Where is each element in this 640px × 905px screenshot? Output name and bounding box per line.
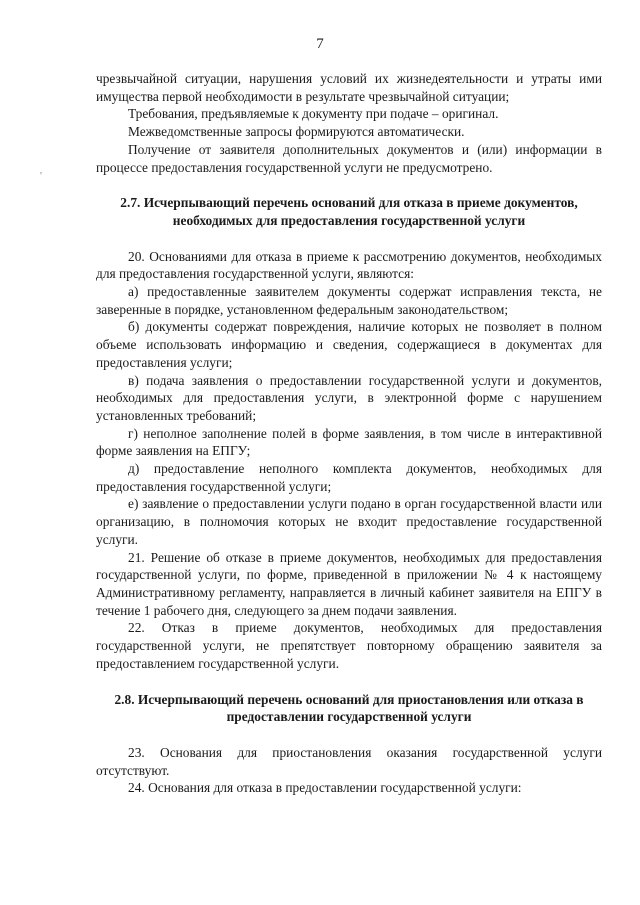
margin-mark: ' [40, 170, 42, 182]
list-item-v: в) подача заявления о предоставлении государственной услуги и документов, необходимых для предоставления услуги, в электронной форме с нарушением установленных требований; [96, 372, 602, 423]
paragraph-continuation: чрезвычайной ситуации, нарушения условий их жизнедеятельности и утраты ими имущества первой необходимости в результате чрезвычайной ситуации; [96, 71, 602, 104]
document-body [96, 70, 602, 797]
list-item-b: б) документы содержат повреждения, наличие которых не позволяет в полном объеме использовать информацию и сведения, содержащиеся в документах для предоставления услуги; [96, 319, 602, 370]
list-item-e: е) заявление о предоставлении услуги подано в орган государственной власти или организацию, в полномочия которых не входит предоставление государственной услуги. [96, 496, 602, 547]
page-number: 7 [316, 36, 324, 52]
paragraph-interagency-requests: Межведомственные запросы формируются автоматически. [128, 124, 465, 140]
list-item-d: д) предоставление неполного комплекта документов, необходимых для предоставления государственной услуги; [96, 461, 602, 494]
paragraph-20: 20. Основаниями для отказа в приеме к рассмотрению документов, необходимых для предоставления государственной услуги, являются: [96, 248, 602, 282]
section-heading-2-7: 2.7. Исчерпывающий перечень оснований для отказа в приеме документов, необходимых для предоставления государственной услуги [120, 195, 578, 228]
list-item-a: а) предоставленные заявителем документы содержат исправления текста, не заверенные в порядке, установленном федеральным законодательством; [96, 284, 602, 317]
paragraph-requirements: Требования, предъявляемые к документу при подаче – оригинал. [128, 106, 499, 122]
paragraph-23: 23. Основания для приостановления оказания государственной услуги отсутствуют. [96, 744, 602, 778]
paragraph-22: 22. Отказ в приеме документов, необходимых для предоставления государственной услуги, не препятствует повторному обращению заявителя за предоставлением государственной услуги. [96, 620, 602, 671]
paragraph-21: 21. Решение об отказе в приеме документов, необходимых для предоставления государственной услуги, по форме, приведенной в приложении № 4 к настоящему Административному регламенту, направляется в личный кабинет заявителя на ЕПГУ в течение 1 рабочего дня, следующего за днем подачи заявления. [96, 549, 602, 618]
paragraph-additional-documents: Получение от заявителя дополнительных документов и (или) информации в процессе предоставления государственной услуги не предусмотрено. [96, 141, 602, 175]
list-item-g: г) неполное заполнение полей в форме заявления, в том числе в интерактивной форме заявления на ЕПГУ; [96, 425, 602, 459]
paragraph-24: 24. Основания для отказа в предоставлении государственной услуги: [128, 780, 522, 796]
section-heading-2-8: 2.8. Исчерпывающий перечень оснований для приостановления или отказа в предоставлении государственной услуги [114, 691, 584, 725]
